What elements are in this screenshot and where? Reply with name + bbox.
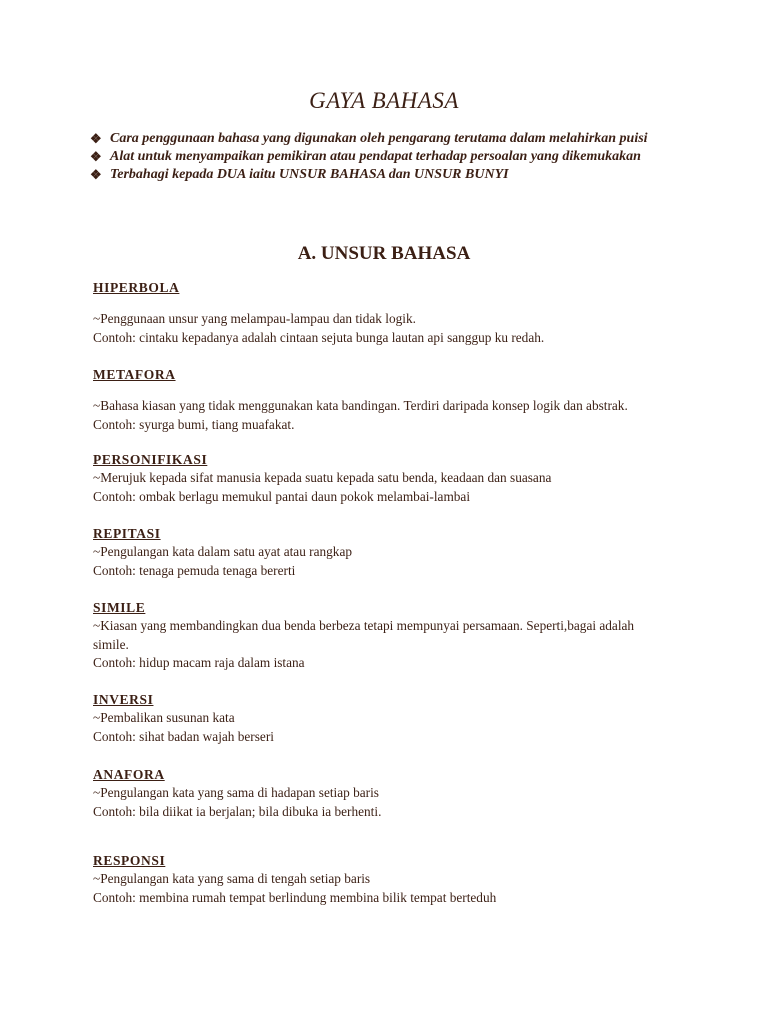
bullet-item — [90, 166, 710, 184]
bullet-text: Alat untuk menyampaikan pemikiran atau pendapat terhadap persoalan yang dikemukakan — [110, 149, 641, 164]
term-entry-hiperbola — [93, 279, 713, 347]
term-example: Contoh: syurga bumi, tiang muafakat. — [93, 416, 295, 432]
bullet-text: Cara penggunaan bahasa yang digunakan oleh pengarang terutama dalam melahirkan puisi — [110, 131, 648, 146]
term-heading: SIMILE — [93, 600, 146, 615]
term-heading: REPITASI — [93, 526, 161, 541]
term-heading: INVERSI — [93, 692, 154, 707]
term-definition: ~Penggunaan unsur yang melampau-lampau dan tidak logik. — [93, 311, 416, 326]
page-title: GAYA BAHASA — [309, 88, 459, 113]
intro-bullet-list — [90, 130, 710, 184]
term-definition: ~Merujuk kepada sifat manusia kepada suatu kepada satu benda, keadaan dan suasana — [93, 470, 552, 485]
diamond-bullet-icon: ❖ — [90, 149, 102, 164]
term-example: Contoh: cintaku kepadanya adalah cintaan sejuta bunga lautan api sanggup ku redah. — [93, 329, 545, 345]
term-heading: METAFORA — [93, 367, 176, 382]
term-definition: ~Pengulangan kata yang sama di tengah setiap baris — [93, 871, 371, 886]
term-definition: ~Pengulangan kata dalam satu ayat atau rangkap — [93, 544, 352, 559]
term-definition-continued: simile. — [93, 636, 129, 652]
bullet-text: Terbahagi kepada DUA iaitu UNSUR BAHASA dan UNSUR BUNYI — [110, 167, 509, 182]
term-example: Contoh: sihat badan wajah berseri — [93, 728, 274, 744]
term-example: Contoh: membina rumah tempat berlindung membina bilik tempat berteduh — [93, 889, 497, 905]
term-entry-repitasi — [93, 525, 713, 580]
term-example: Contoh: ombak berlagu memukul pantai daun pokok melambai-lambai — [93, 488, 471, 504]
term-entry-personifikasi — [93, 451, 713, 506]
section-heading: A. UNSUR BAHASA — [297, 243, 471, 264]
term-example: Contoh: bila diikat ia berjalan; bila dibuka ia berhenti. — [93, 803, 382, 819]
term-entry-simile — [93, 599, 713, 673]
term-entry-responsi — [93, 852, 713, 907]
diamond-bullet-icon: ❖ — [90, 131, 102, 146]
term-definition: ~Pengulangan kata yang sama di hadapan setiap baris — [93, 785, 379, 800]
term-definition: ~Bahasa kiasan yang tidak menggunakan kata bandingan. Terdiri daripada konsep logik dan abstrak. — [93, 398, 628, 413]
term-heading: PERSONIFIKASI — [93, 452, 208, 467]
term-entry-inversi — [93, 691, 713, 746]
term-heading: ANAFORA — [93, 767, 165, 782]
term-example: Contoh: tenaga pemuda tenaga bererti — [93, 562, 296, 578]
term-definition: ~Kiasan yang membandingkan dua benda berbeza tetapi mempunyai persamaan. Seperti,bagai adalah — [93, 618, 635, 633]
term-heading: RESPONSI — [93, 853, 166, 868]
term-example: Contoh: hidup macam raja dalam istana — [93, 655, 305, 670]
term-entry-metafora — [93, 366, 713, 434]
term-definition: ~Pembalikan susunan kata — [93, 710, 235, 725]
bullet-item — [90, 130, 710, 148]
term-entry-anafora — [93, 766, 713, 821]
diamond-bullet-icon: ❖ — [90, 167, 102, 182]
bullet-item — [90, 148, 710, 166]
term-heading: HIPERBOLA — [93, 280, 180, 295]
